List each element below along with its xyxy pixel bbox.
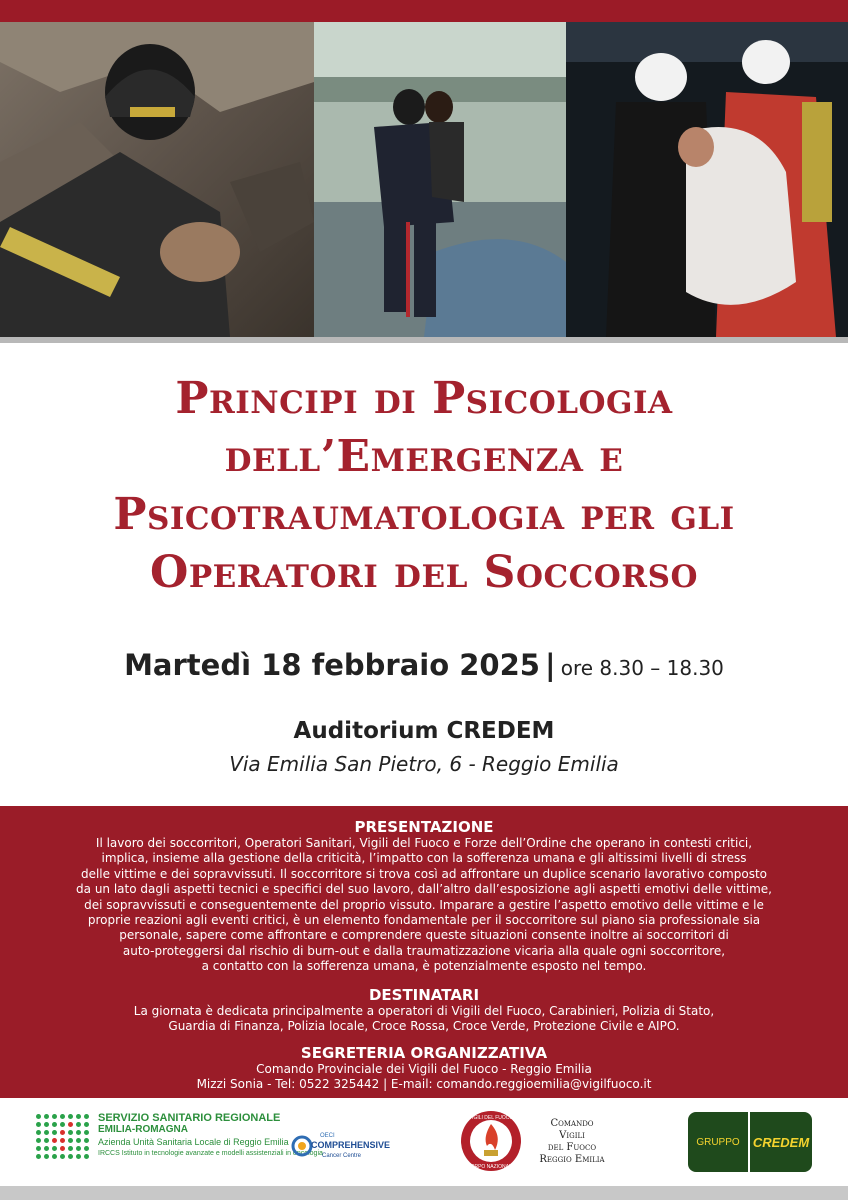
gruppo-credem-logo	[688, 1112, 812, 1172]
presentazione-line: dei sopravvissuti e conseguentemente del proprio vissuto. Imparare a gestire l’aspetto emotivo delle vittime e le	[84, 897, 764, 912]
comprehensive-cancer-centre-logo	[292, 1128, 391, 1164]
title-line-3: Psicotraumatologia per gli	[113, 489, 735, 540]
sponsor-logos	[0, 1098, 848, 1188]
presentazione-line: personale, sapere come affrontare e comprendere queste situazioni consente inoltre ai soccorritori di	[119, 928, 729, 943]
ssr-name: SERVIZIO SANITARIO REGIONALE	[98, 1112, 281, 1124]
top-color-bar	[0, 0, 848, 22]
destinatari-line: La giornata è dedicata principalmente a operatori di Vigili del Fuoco, Carabinieri, Polizia di Stato,	[133, 1004, 715, 1018]
info-panel	[0, 806, 848, 1098]
event-date-line	[0, 648, 848, 682]
vvf-line: del Fuoco	[547, 1142, 597, 1153]
photo-strip-underline	[0, 337, 848, 343]
vvf-line: Reggio Emilia	[539, 1154, 605, 1165]
ssr-ausl: Azienda Unità Sanitaria Locale di Reggio Emilia	[98, 1137, 289, 1147]
presentazione-line: implica, insieme alla gestione della criticità, l’impatto con la sofferenza umana e gli altissimi livelli di stress	[101, 851, 747, 866]
event-title	[20, 370, 828, 602]
credem-gruppo-text: GRUPPO	[688, 1112, 748, 1172]
header-photo-strip	[0, 22, 848, 337]
section-destinatari	[0, 986, 848, 1035]
svg-text:CORPO NAZIONALE: CORPO NAZIONALE	[466, 1164, 516, 1170]
ssr-region: EMILIA-ROMAGNA	[98, 1124, 188, 1135]
date-separator: |	[545, 648, 556, 682]
presentazione-line: da un lato dagli aspetti tecnici e specifici del suo lavoro, dall’altro dall’esposizione agli aspetti emotivi delle vittime,	[76, 882, 772, 897]
segreteria-line: Comando Provinciale dei Vigili del Fuoco - Reggio Emilia	[256, 1062, 592, 1076]
cc-top-text: OECI	[320, 1133, 335, 1139]
title-line-2: dell’Emergenza e	[224, 431, 624, 482]
event-address: Via Emilia San Pietro, 6 - Reggio Emilia	[229, 752, 619, 776]
segreteria-line: Mizzi Sonia - Tel: 0522 325442 | E-mail: comando.reggioemilia@vigilfuoco.it	[196, 1077, 652, 1092]
segreteria-heading: SEGRETERIA ORGANIZZATIVA	[300, 1044, 548, 1062]
presentazione-body	[0, 836, 848, 975]
presentazione-line: a contatto con la sofferenza umana, è potenzialmente esposto nel tempo.	[201, 959, 647, 974]
title-line-1: Principi di Psicologia	[175, 373, 673, 424]
cc-main-text: COMPREHENSIVE	[311, 1140, 391, 1150]
event-date: Martedì 18 febbraio 2025	[124, 648, 540, 682]
segreteria-body	[0, 1062, 848, 1093]
event-time: ore 8.30 – 18.30	[560, 656, 724, 680]
section-presentazione	[0, 818, 848, 975]
vvf-line: Vigili	[559, 1130, 585, 1141]
destinatari-heading: DESTINATARI	[368, 986, 480, 1004]
title-line-4: Operatori del Soccorso	[150, 547, 698, 598]
vvf-line: Comando	[550, 1118, 594, 1129]
photo-embrace	[314, 22, 566, 337]
photo-medical-rescue	[566, 22, 848, 337]
vigili-del-fuoco-emblem	[460, 1110, 522, 1172]
vvf-comando-text	[532, 1118, 612, 1166]
presentazione-line: Il lavoro dei soccorritori, Operatori Sanitari, Vigili del Fuoco e Forze dell’Ordine che operano in contesti critici,	[95, 836, 753, 850]
presentazione-line: proprie reazioni agli eventi critici, è un elemento fondamentale per il soccorritore sul piano sia professionale sia	[87, 913, 761, 928]
bottom-grey-bar	[0, 1186, 848, 1200]
event-venue: Auditorium CREDEM	[293, 718, 555, 744]
cc-sub-text: Cancer Centre	[322, 1153, 362, 1159]
ssr-dot-grid-icon	[36, 1114, 90, 1160]
photo-firefighter-rescue	[0, 22, 314, 337]
credem-name-text: CREDEM	[750, 1112, 812, 1172]
presentazione-line: delle vittime e dei sopravvissuti. Il soccorritore si trova così ad affrontare un duplice scenario lavorativo composto	[80, 866, 768, 881]
logo-ssr-emilia-romagna	[36, 1112, 323, 1160]
presentazione-line: auto-proteggersi dal rischio di burn-out e dalla traumatizzazione vicaria alla quale ogni soccorritore,	[122, 943, 726, 958]
destinatari-body	[0, 1004, 848, 1035]
presentazione-heading: PRESENTAZIONE	[354, 818, 494, 836]
ssr-irccs: IRCCS Istituto in tecnologie avanzate e modelli assistenziali in oncologia	[98, 1150, 323, 1157]
destinatari-line: Guardia di Finanza, Polizia locale, Croce Rossa, Croce Verde, Protezione Civile e AIPO.	[168, 1019, 680, 1034]
svg-text:VIGILI DEL FUOCO: VIGILI DEL FUOCO	[468, 1115, 514, 1121]
section-segreteria	[0, 1044, 848, 1093]
